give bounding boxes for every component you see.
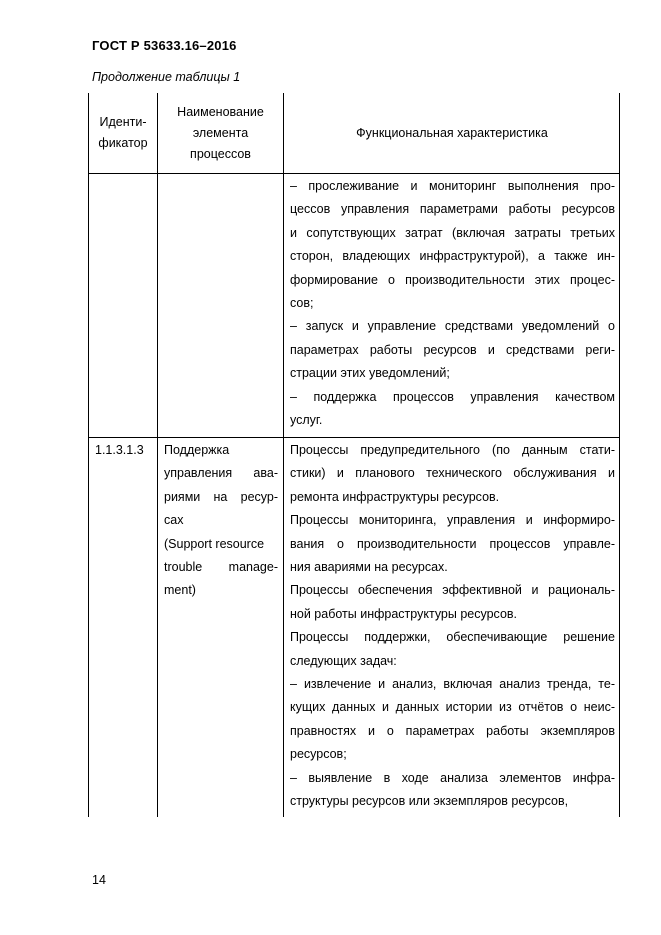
text-line: – выявление в ходе анализа элементов инфра-: [290, 770, 615, 785]
column-header-line: фикатор: [98, 136, 148, 150]
column-header-line: процессов: [190, 146, 251, 161]
column-header-line: Иденти-: [99, 115, 147, 129]
text-line: цессов управления параметрами работы ресурсов: [290, 202, 615, 217]
header-divider: [89, 173, 619, 174]
text-line: (Support resource: [164, 536, 265, 551]
text-line: ния авариями на ресурсах.: [290, 560, 448, 575]
text-line: ment): [164, 583, 196, 598]
text-line: правностях и о параметрах работы экземпляров: [290, 723, 615, 738]
column-header-functional-characteristic: [284, 93, 620, 173]
text-line: риями на ресур-: [164, 489, 278, 504]
process-table: [88, 93, 620, 817]
text-line: ремонта инфраструктуры ресурсов.: [290, 489, 500, 504]
text-line: – прослеживание и мониторинг выполнения про-: [290, 179, 615, 193]
column-header-line: элемента: [192, 125, 249, 140]
column-header-identifier: [89, 93, 157, 173]
document-standard-header: ГОСТ Р 53633.16–2016: [92, 38, 237, 53]
text-line: – запуск и управление средствами уведомлений о: [290, 319, 615, 334]
column-header-process-name: [158, 93, 283, 173]
identifier-text: 1.1.3.1.3: [95, 443, 144, 457]
text-line: trouble manage-: [164, 560, 278, 575]
text-line: ной работы инфраструктуры ресурсов.: [290, 606, 518, 621]
text-line: Поддержка: [164, 443, 230, 457]
text-line: управления ава-: [164, 466, 278, 481]
text-line: Процессы предупредительного (по данным стати-: [290, 443, 615, 457]
text-line: сторон, владеющих инфраструктурой), а также ин-: [290, 249, 615, 264]
row-divider: [89, 437, 619, 438]
text-line: ресурсов;: [290, 747, 347, 762]
table-continuation-caption: Продолжение таблицы 1: [92, 70, 241, 84]
column-header-line: Наименование: [177, 104, 264, 119]
text-line: Процессы обеспечения эффективной и рациональ-: [290, 583, 615, 598]
row2-description: [290, 439, 615, 814]
text-line: услуг.: [290, 413, 323, 428]
column-header-line: Функциональная характеристика: [356, 125, 548, 140]
column-divider: [283, 93, 284, 817]
text-line: Процессы мониторинга, управления и информиро-: [290, 513, 615, 528]
text-line: – извлечение и анализ, включая анализ тренда, те-: [290, 677, 615, 692]
text-line: следующих задач:: [290, 653, 397, 668]
text-line: Процессы поддержки, обеспечивающие решение: [290, 630, 615, 645]
text-line: параметрах работы ресурсов и средствами реги-: [290, 342, 615, 357]
row2-process-name: [164, 439, 278, 603]
row1-description: [290, 175, 615, 432]
page-number: 14: [92, 873, 106, 887]
text-line: страции этих уведомлений;: [290, 366, 450, 381]
text-line: структуры ресурсов или экземпляров ресурсов,: [290, 794, 569, 809]
row2-identifier: [95, 439, 155, 462]
text-line: сах: [164, 513, 184, 528]
text-line: сов;: [290, 296, 314, 311]
text-line: вания о производительности процессов управле-: [290, 536, 615, 551]
text-line: стики) и планового технического обслуживания и: [290, 466, 615, 481]
text-line: – поддержка процессов управления качеством: [290, 389, 615, 404]
text-line: формирование о производительности этих процес-: [290, 272, 615, 287]
column-divider: [157, 93, 158, 817]
text-line: и сопутствующих затрат (включая затраты третьих: [290, 225, 615, 240]
text-line: кущих данных и данных истории из отчётов о неис-: [290, 700, 615, 715]
